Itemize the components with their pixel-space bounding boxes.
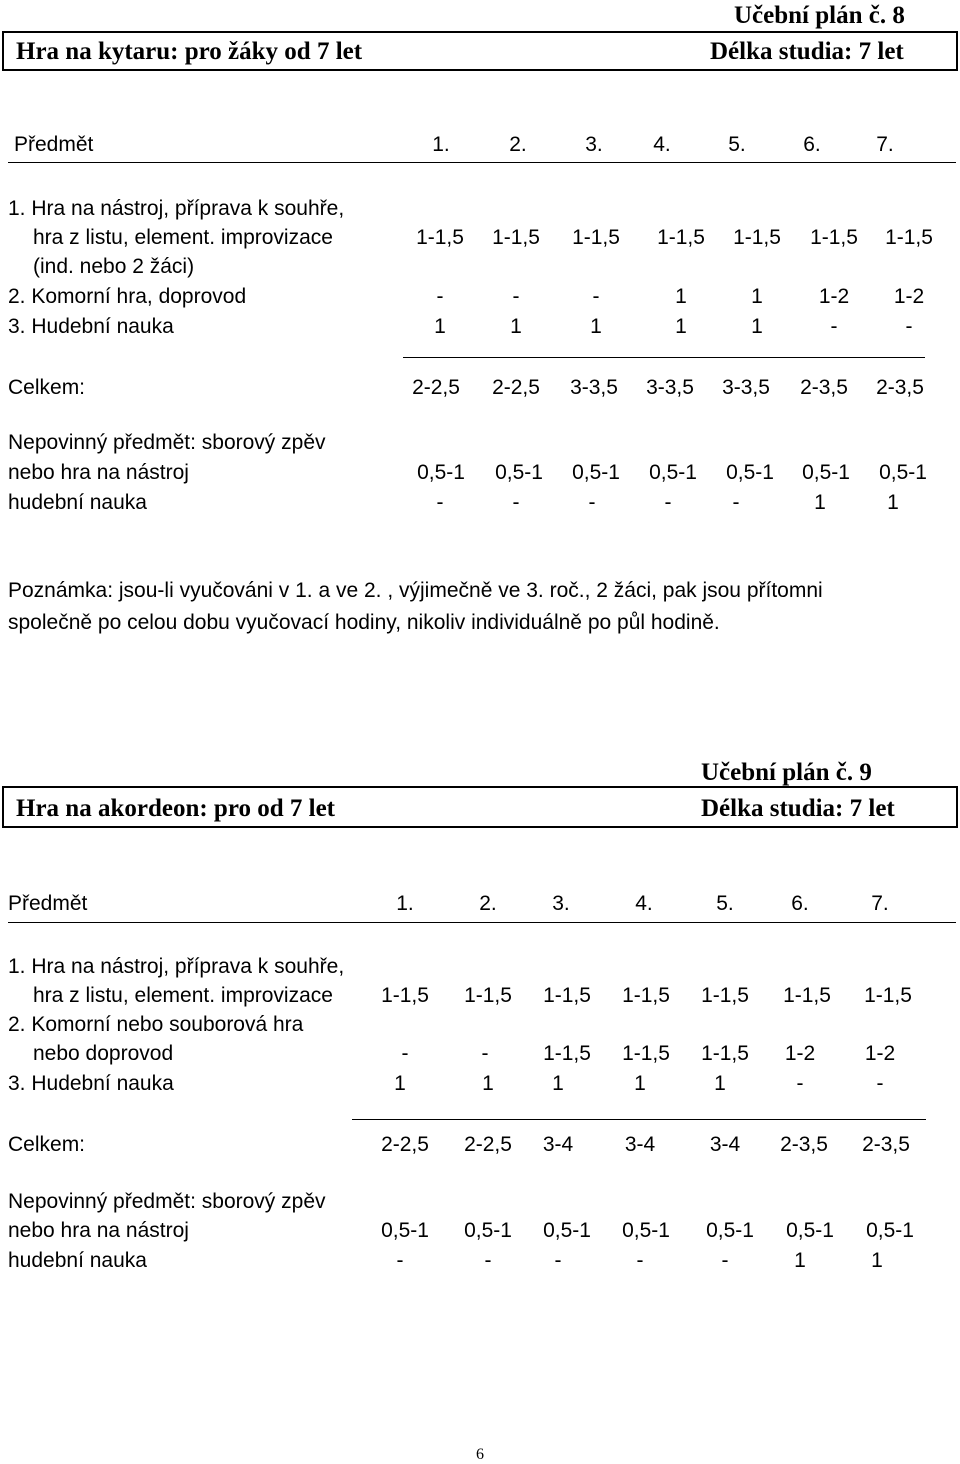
plan8-row3-value-5: 1 (751, 315, 763, 338)
plan9-row1-value-6: 1-1,5 (783, 984, 831, 1007)
plan8-header-rule (8, 162, 956, 163)
plan9-theory-value-5: - (721, 1249, 729, 1272)
plan9-title: Hra na akordeon: pro od 7 let (16, 795, 335, 822)
plan8-row1-line1: 1. Hra na nástroj, příprava k souhře, (8, 197, 345, 220)
plan9-row2-value-7: 1-2 (864, 1042, 896, 1065)
plan9-total-value-7: 2-3,5 (862, 1133, 910, 1156)
plan9-row3-label: 3. Hudební nauka (8, 1072, 174, 1095)
plan8-theory-label: hudební nauka (8, 491, 147, 514)
plan9-theory-value-4: - (636, 1249, 644, 1272)
plan9-row1-value-5: 1-1,5 (701, 984, 749, 1007)
plan9-year-3: 3. (552, 892, 570, 915)
plan9-optional-value-6: 0,5-1 (786, 1219, 834, 1242)
plan9-row2-value-2: - (481, 1042, 489, 1065)
plan9-optional-value-2: 0,5-1 (464, 1219, 512, 1242)
plan9-label: Učební plán č. 9 (701, 759, 872, 786)
plan9-row1-line2: hra z listu, element. improvizace (33, 984, 333, 1007)
plan9-total-label: Celkem: (8, 1133, 86, 1156)
plan9-optional-value-3: 0,5-1 (543, 1219, 591, 1242)
plan8-year-1: 1. (432, 133, 450, 156)
plan8-title: Hra na kytaru: pro žáky od 7 let (16, 38, 363, 65)
plan8-theory-value-5: - (732, 491, 740, 514)
plan9-row2-value-5: 1-1,5 (701, 1042, 749, 1065)
plan8-row1-value-6: 1-1,5 (810, 226, 858, 249)
plan9-optional-value-5: 0,5-1 (706, 1219, 754, 1242)
plan9-total-value-2: 2-2,5 (464, 1133, 512, 1156)
plan8-row2-value-4: 1 (675, 285, 687, 308)
plan8-label: Učební plán č. 8 (734, 2, 905, 29)
plan8-total-value-4: 3-3,5 (646, 376, 694, 399)
plan8-theory-value-1: - (436, 491, 444, 514)
plan8-row2-value-3: - (592, 285, 600, 308)
plan8-total-value-1: 2-2,5 (412, 376, 460, 399)
plan9-row2-line1: 2. Komorní nebo souborová hra (8, 1013, 304, 1036)
plan8-row2-label: 2. Komorní hra, doprovod (8, 285, 247, 308)
plan9-row3-value-2: 1 (482, 1072, 494, 1095)
plan8-row2-value-7: 1-2 (893, 285, 925, 308)
plan9-optional-value-4: 0,5-1 (622, 1219, 670, 1242)
plan9-row3-value-4: 1 (634, 1072, 646, 1095)
plan8-row1-value-5: 1-1,5 (733, 226, 781, 249)
plan8-duration: Délka studia: 7 let (710, 38, 904, 65)
plan8-optional-value-4: 0,5-1 (649, 461, 697, 484)
plan9-year-1: 1. (396, 892, 414, 915)
plan9-year-6: 6. (791, 892, 809, 915)
plan8-row2-value-2: - (512, 285, 520, 308)
plan8-note-line1: Poznámka: jsou-li vyučováni v 1. a ve 2. , výjimečně ve 3. roč., 2 žáci, pak jsou přítomni (8, 579, 823, 602)
plan8-optional-line2: nebo hra na nástroj (8, 461, 189, 484)
plan9-subject-header: Předmět (8, 892, 88, 915)
plan8-year-6: 6. (803, 133, 821, 156)
plan9-optional-value-1: 0,5-1 (381, 1219, 429, 1242)
plan8-theory-value-3: - (588, 491, 596, 514)
plan8-year-3: 3. (585, 133, 603, 156)
plan8-row2-value-6: 1-2 (818, 285, 850, 308)
plan9-duration: Délka studia: 7 let (701, 795, 895, 822)
plan9-row3-value-7: - (876, 1072, 884, 1095)
plan9-row3-value-1: 1 (394, 1072, 406, 1095)
plan9-row2-line2: nebo doprovod (33, 1042, 174, 1065)
plan9-theory-value-1: - (396, 1249, 404, 1272)
page-number: 6 (476, 1446, 484, 1463)
plan9-year-4: 4. (635, 892, 653, 915)
plan9-header-rule (8, 922, 956, 923)
plan9-row1-value-3: 1-1,5 (543, 984, 591, 1007)
plan9-total-value-6: 2-3,5 (780, 1133, 828, 1156)
plan8-theory-value-2: - (512, 491, 520, 514)
plan8-theory-value-6: 1 (814, 491, 826, 514)
plan9-row2-value-1: - (401, 1042, 409, 1065)
plan9-theory-value-3: - (554, 1249, 562, 1272)
plan8-theory-value-7: 1 (887, 491, 899, 514)
plan8-row3-value-2: 1 (510, 315, 522, 338)
plan9-total-value-3: 3-4 (542, 1133, 574, 1156)
plan8-row3-value-4: 1 (675, 315, 687, 338)
plan8-note-line2: společně po celou dobu vyučovací hodiny, nikoliv individuálně po půl hodině. (8, 611, 720, 634)
plan9-theory-value-2: - (484, 1249, 492, 1272)
plan8-optional-line1: Nepovinný předmět: sborový zpěv (8, 431, 326, 454)
plan9-row1-value-1: 1-1,5 (381, 984, 429, 1007)
plan8-total-value-2: 2-2,5 (492, 376, 540, 399)
plan9-sum-rule (352, 1119, 926, 1120)
plan9-row1-value-7: 1-1,5 (864, 984, 912, 1007)
plan8-row1-value-4: 1-1,5 (657, 226, 705, 249)
plan8-total-value-7: 2-3,5 (876, 376, 924, 399)
plan8-row1-value-3: 1-1,5 (572, 226, 620, 249)
plan8-total-label: Celkem: (8, 376, 86, 399)
plan9-optional-line1: Nepovinný předmět: sborový zpěv (8, 1190, 326, 1213)
plan9-theory-value-6: 1 (794, 1249, 806, 1272)
plan8-optional-value-7: 0,5-1 (879, 461, 927, 484)
plan8-row3-label: 3. Hudební nauka (8, 315, 174, 338)
plan8-subject-header: Předmět (14, 133, 94, 156)
plan9-row1-value-2: 1-1,5 (464, 984, 512, 1007)
plan9-optional-value-7: 0,5-1 (866, 1219, 914, 1242)
plan9-row3-value-6: - (796, 1072, 804, 1095)
plan8-row3-value-1: 1 (434, 315, 446, 338)
plan9-theory-value-7: 1 (871, 1249, 883, 1272)
plan9-row2-value-4: 1-1,5 (622, 1042, 670, 1065)
plan8-row2-value-1: - (436, 285, 444, 308)
plan9-optional-line2: nebo hra na nástroj (8, 1219, 189, 1242)
plan8-row3-value-7: - (905, 315, 913, 338)
plan9-theory-label: hudební nauka (8, 1249, 147, 1272)
plan8-row2-value-5: 1 (751, 285, 763, 308)
plan8-total-value-3: 3-3,5 (570, 376, 618, 399)
plan9-total-value-1: 2-2,5 (381, 1133, 429, 1156)
plan8-optional-value-1: 0,5-1 (417, 461, 465, 484)
plan9-year-5: 5. (716, 892, 734, 915)
plan8-row1-line3: (ind. nebo 2 žáci) (33, 255, 195, 278)
plan8-optional-value-3: 0,5-1 (572, 461, 620, 484)
plan9-row1-line1: 1. Hra na nástroj, příprava k souhře, (8, 955, 345, 978)
plan9-row2-value-3: 1-1,5 (543, 1042, 591, 1065)
plan9-year-2: 2. (479, 892, 497, 915)
plan8-total-value-6: 2-3,5 (800, 376, 848, 399)
plan8-year-4: 4. (653, 133, 671, 156)
plan8-optional-value-5: 0,5-1 (726, 461, 774, 484)
plan8-year-2: 2. (509, 133, 527, 156)
plan8-row3-value-6: - (830, 315, 838, 338)
plan8-row1-value-7: 1-1,5 (885, 226, 933, 249)
plan8-sum-rule (403, 357, 925, 358)
plan9-row1-value-4: 1-1,5 (622, 984, 670, 1007)
plan8-total-value-5: 3-3,5 (722, 376, 770, 399)
plan9-year-7: 7. (871, 892, 889, 915)
plan8-optional-value-6: 0,5-1 (802, 461, 850, 484)
plan8-row3-value-3: 1 (590, 315, 602, 338)
plan9-row2-value-6: 1-2 (784, 1042, 816, 1065)
plan9-total-value-5: 3-4 (709, 1133, 741, 1156)
plan9-row3-value-3: 1 (552, 1072, 564, 1095)
plan8-theory-value-4: - (664, 491, 672, 514)
plan8-year-5: 5. (728, 133, 746, 156)
plan8-optional-value-2: 0,5-1 (495, 461, 543, 484)
plan8-row1-line2: hra z listu, element. improvizace (33, 226, 333, 249)
plan8-row1-value-2: 1-1,5 (492, 226, 540, 249)
plan9-total-value-4: 3-4 (624, 1133, 656, 1156)
plan8-year-7: 7. (876, 133, 894, 156)
plan9-row3-value-5: 1 (714, 1072, 726, 1095)
plan8-row1-value-1: 1-1,5 (416, 226, 464, 249)
